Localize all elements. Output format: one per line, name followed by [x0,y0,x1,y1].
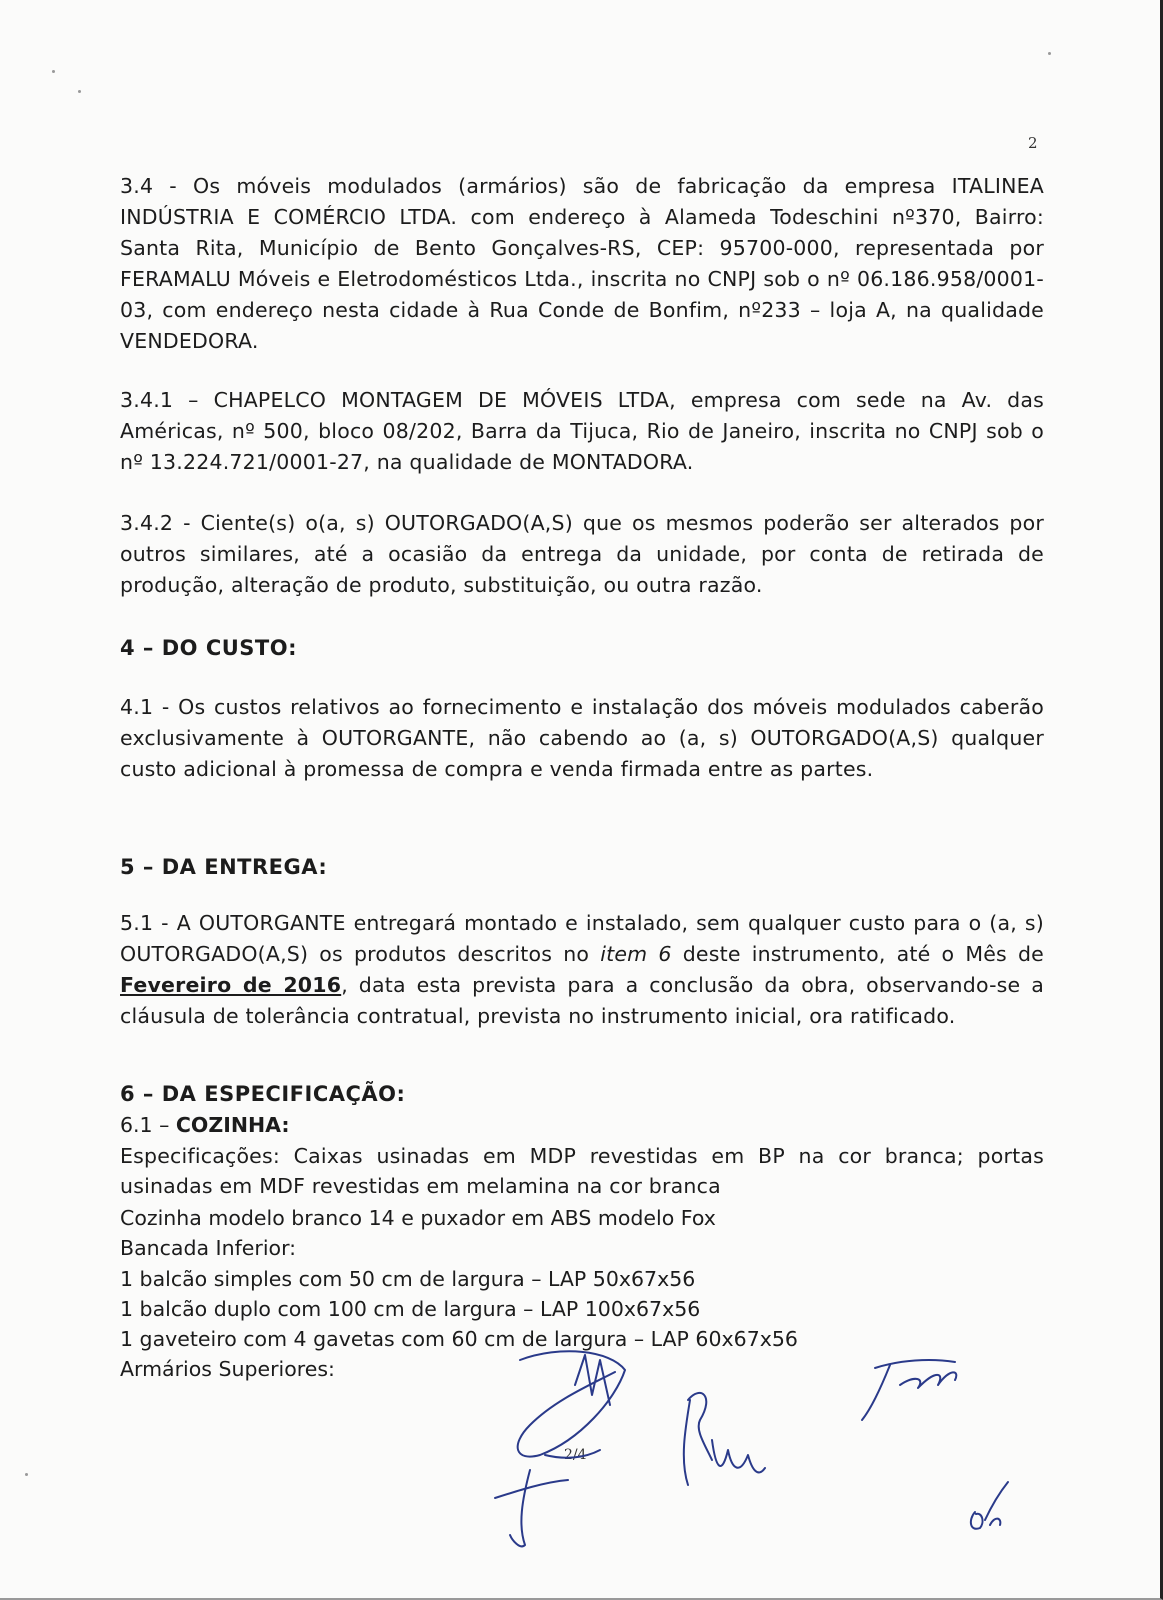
clause-5-1 [120,908,1044,1032]
signature-3 [862,1360,956,1420]
signature-4 [495,1470,568,1546]
clause-5-1-text-c: , data esta prevista para a conclusão da obra, observando-se a cláusula de tolerância contratual, prevista no instrumento inicial, ora ratificado. [120,973,1044,1028]
spec-line: Cozinha modelo branco 14 e puxador em ABS modelo Fox [120,1206,716,1230]
specifications-text: Especificações: Caixas usinadas em MDP revestidas em BP na cor branca; portas usinadas em MDF revestidas em melamina na cor branca [120,1144,1044,1198]
spec-line: 1 balcão duplo com 100 cm de largura – LAP 100x67x56 [120,1297,701,1321]
clause-3-4-2: 3.4.2 - Ciente(s) o(a, s) OUTORGADO(A,S) que os mesmos poderão ser alterados por outros similares, até a ocasião da entrega da unidade, por conta de retirada de produção, alteração de produto, substituição, ou outra razão. [120,511,1044,597]
subheading-label: COZINHA: [175,1113,290,1137]
spec-line: Armários Superiores: [120,1357,335,1381]
heading-do-custo: 4 – DO CUSTO: [120,636,297,660]
subheading-cozinha [120,1110,290,1140]
heading-da-especificacao: 6 – DA ESPECIFICAÇÃO: [120,1082,406,1106]
spec-line: 1 balcão simples com 50 cm de largura – LAP 50x67x56 [120,1267,696,1291]
item-6-reference: item 6 [600,942,672,966]
clause-5-1-text-b: deste instrumento, até o Mês de [671,942,1044,966]
footer-page-count: 2/4 [564,1447,587,1463]
subheading-prefix: 6.1 – [120,1113,176,1137]
clause-3-4-1: 3.4.1 – CHAPELCO MONTAGEM DE MÓVEIS LTDA, empresa com sede na Av. das Américas, nº 500, bloco 08/202, Barra da Tijuca, Rio de Janeiro, inscrita no CNPJ sob o nº 13.224.721/0001-27, na qualidade de MONTADORA. [120,388,1044,474]
clause-5-1-text-a: 5.1 - A OUTORGANTE entregará montado e instalado, sem qualquer custo para o (a, s) OUTORGADO(A,S) os produtos descritos no [120,911,1044,966]
scan-speck [25,1473,28,1476]
signature-1 [518,1351,625,1456]
spec-line: 1 gaveteiro com 4 gavetas com 60 cm de largura – LAP 60x67x56 [120,1327,798,1351]
scan-speck [52,70,55,73]
clause-4-1: 4.1 - Os custos relativos ao fornecimento e instalação dos móveis modulados caberão exclusivamente à OUTORGANTE, não cabendo ao (a, s) OUTORGADO(A,S) qualquer custo adicional à promessa de compra e venda firmada entre as partes. [120,695,1044,781]
signature-2 [684,1393,765,1485]
page-number: 2 [1028,134,1038,152]
spec-line: Bancada Inferior: [120,1236,297,1260]
scan-speck [78,90,81,93]
clause-3-4: 3.4 - Os móveis modulados (armários) são de fabricação da empresa ITALINEA INDÚSTRIA E COMÉRCIO LTDA. com endereço à Alameda Todeschini nº370, Bairro: Santa Rita, Município de Bento Gonçalves-RS, CEP: 95700-000, representada por FERAMALU Móveis e Eletrodomésticos Ltda., inscrita no CNPJ sob o nº 06.186.958/0001-03, com endereço nesta cidade à Rua Conde de Bonfim, nº233 – loja A, na qualidade VENDEDORA. [120,174,1044,353]
signature-5 [971,1482,1008,1529]
scan-speck [1048,52,1051,55]
delivery-date: Fevereiro de 2016 [120,973,342,997]
heading-da-entrega: 5 – DA ENTREGA: [120,855,328,879]
